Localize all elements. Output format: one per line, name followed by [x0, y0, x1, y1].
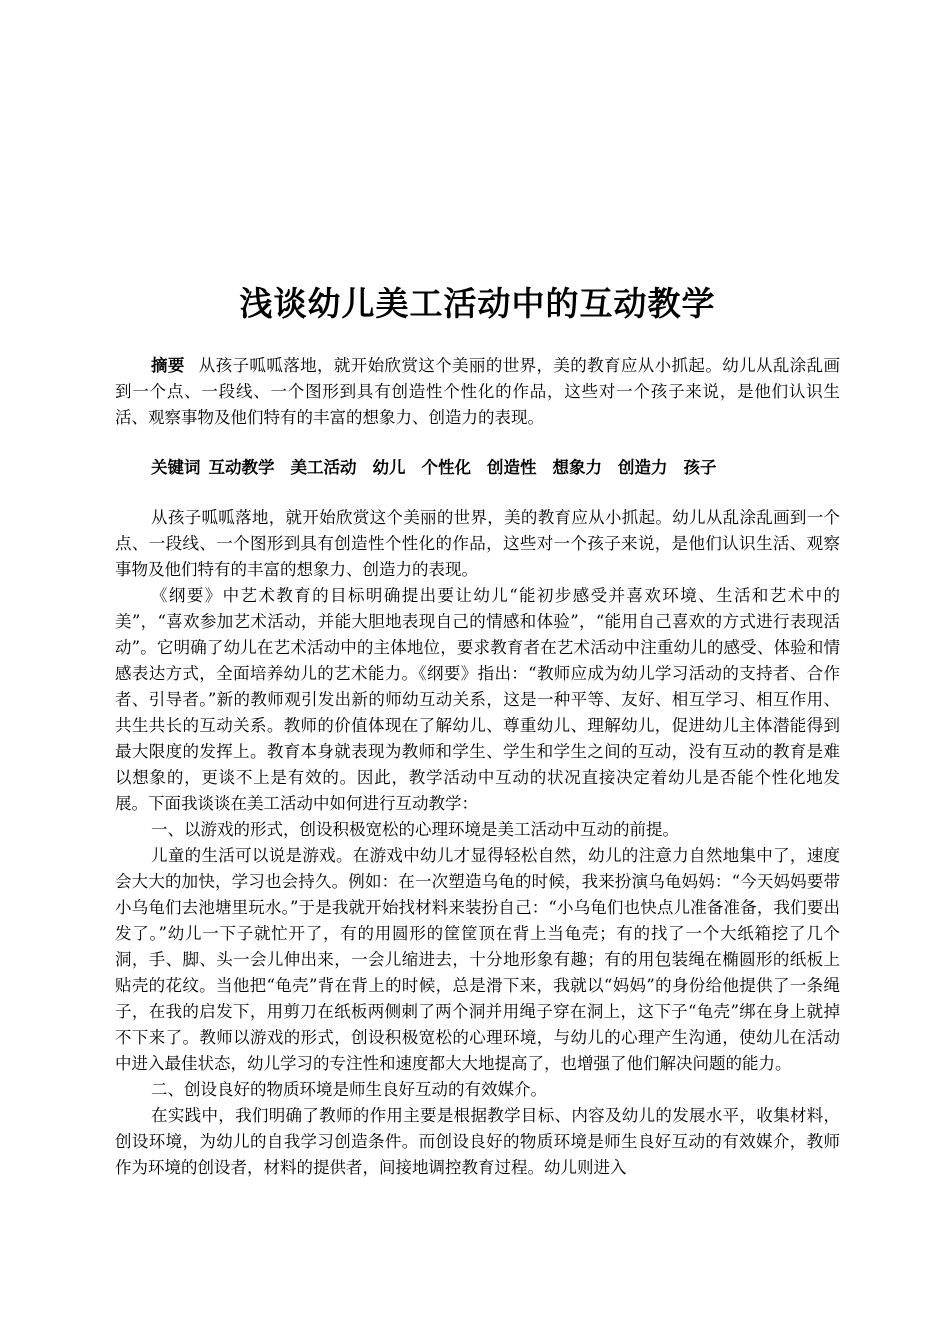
document-title: 浅谈幼儿美工活动中的互动教学	[239, 284, 716, 323]
body-paragraph: 在实践中，我们明确了教师的作用主要是根据教学目标、内容及幼儿的发展水平，收集材料，创设环境，为幼儿的自我学习创造条件。而创设良好的物质环境是师生良好互动的有效媒介，教师作为环境的创设者，材料的提供者，间接地调控教育过程。幼儿则进入	[115, 1106, 840, 1177]
abstract	[115, 353, 840, 431]
section-heading: 一、以游戏的形式，创设积极宽松的心理环境是美工活动中互动的前提。	[151, 820, 679, 839]
keyword: 美工活动	[290, 458, 357, 477]
abstract-text: 从孩子呱呱落地，就开始欣赏这个美丽的世界，美的教育应从小抓起。幼儿从乱涂乱画到一个点、一段线、一个图形到具有创造性个性化的作品，这些对一个孩子来说，是他们认识生活、观察事物及他们特有的丰富的想象力、创造力的表现。	[115, 356, 841, 427]
keyword: 孩子	[683, 458, 717, 477]
body-paragraph: 《纲要》中艺术教育的目标明确提出要让幼儿“能初步感受并喜欢环境、生活和艺术中的美”，“喜欢参加艺术活动，并能大胆地表现自己的情感和体验”，“能用自己喜欢的方式进行表现活动”。它明确了幼儿在艺术活动中的主体地位，要求教育者在艺术活动中注重幼儿的感受、体验和情感表达方式，全面培养幼儿的艺术能力。《纲要》指出：“教师应成为幼儿学习活动的支持者、合作者、引导者。”新的教师观引发出新的师幼互动关系，这是一种平等、友好、相互学习、相互作用、共生共长的互动关系。教师的价值体现在了解幼儿、尊重幼儿、理解幼儿，促进幼儿主体潜能得到最大限度的发挥上。教育本身就表现为教师和学生、学生和学生之间的互动，没有互动的教育是难以想象的，更谈不上是有效的。因此，教学活动中互动的状况直接决定着幼儿是否能个性化地发展。下面我谈谈在美工活动中如何进行互动教学：	[115, 586, 840, 813]
keyword: 创造性	[487, 458, 537, 477]
keyword: 想象力	[552, 458, 602, 477]
keywords-label: 关键词	[151, 458, 201, 477]
keyword: 幼儿	[372, 458, 406, 477]
body-paragraph: 从孩子呱呱落地，就开始欣赏这个美丽的世界，美的教育应从小抓起。幼儿从乱涂乱画到一个点、一段线、一个图形到具有创造性个性化的作品，这些对一个孩子来说，是他们认识生活、观察事物及他们特有的丰富的想象力、创造力的表现。	[115, 508, 840, 579]
keyword: 互动教学	[208, 458, 275, 477]
body-paragraph: 儿童的生活可以说是游戏。在游戏中幼儿才显得轻松自然，幼儿的注意力自然地集中了，速度会大大的加快，学习也会持久。例如：在一次塑造乌龟的时候，我来扮演乌龟妈妈：“今天妈妈要带小乌龟们去池塘里玩水。”于是我就开始找材料来装扮自己：“小乌龟们也快点儿准备准备，我们要出发了。”幼儿一下子就忙开了，有的用圆形的筐筐顶在背上当龟壳；有的找了一个大纸箱挖了几个洞，手、脚、头一会儿伸出来，一会儿缩进去，十分地形象有趣；有的用包装绳在椭圆形的纸板上贴壳的花纹。当他把“龟壳”背在背上的时候，总是滑下来，我就以“妈妈”的身份给他提供了一条绳子，在我的启发下，用剪刀在纸板两侧刺了两个洞并用绳子穿在洞上，这下子“龟壳”绑在身上就掉不下来了。教师以游戏的形式，创设积极宽松的心理环境，与幼儿的心理产生沟通，使幼儿在活动中进入最佳状态，幼儿学习的专注性和速度都大大地提高了，也增强了他们解决问题的能力。	[115, 846, 840, 1073]
body-text	[115, 505, 840, 1181]
section-heading: 二、创设良好的物质环境是师生良好互动的有效媒介。	[151, 1080, 547, 1099]
keyword: 个性化	[421, 458, 471, 477]
keywords	[151, 455, 851, 481]
keyword: 创造力	[618, 458, 668, 477]
abstract-label: 摘要	[151, 356, 185, 375]
